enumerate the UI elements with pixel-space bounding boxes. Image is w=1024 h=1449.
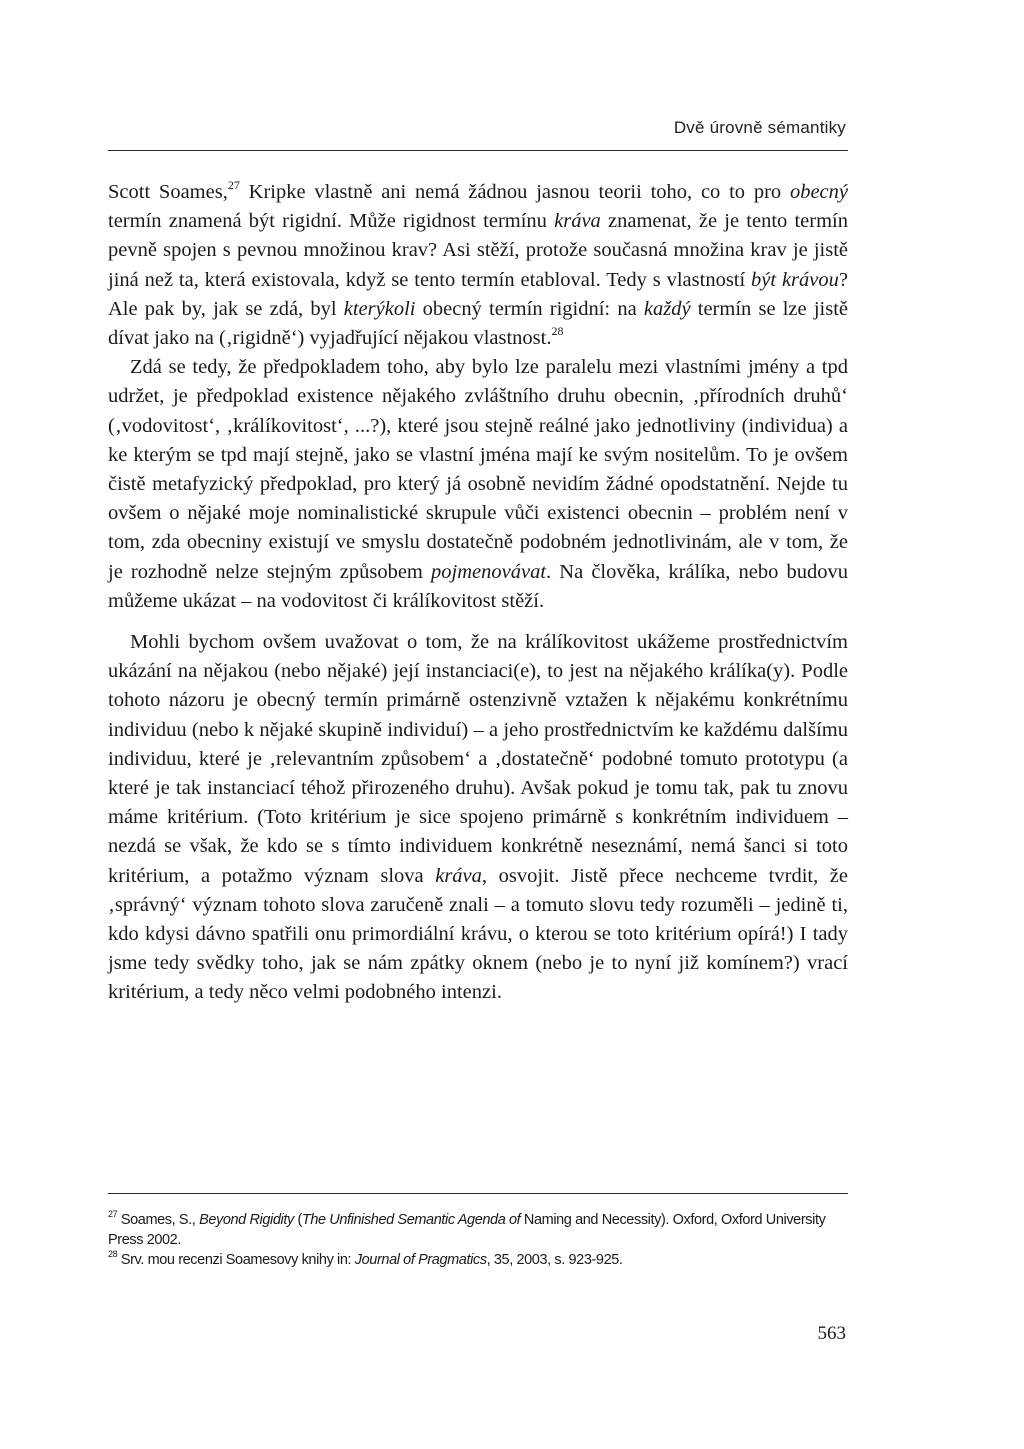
footnote-28 — [108, 1250, 848, 1270]
footnote-rule — [108, 1193, 848, 1194]
emphasis: Journal of Pragmatics — [354, 1252, 487, 1268]
footnotes — [108, 1210, 848, 1270]
paragraph-1 — [108, 178, 848, 353]
text-run: termín se lze jistě dívat jako na (‚rigidně‘) vyjadřující nějakou vlastnost. — [108, 297, 848, 350]
text-run: Naming and Necessity). Oxford, Oxford University Press 2002. — [108, 1212, 826, 1248]
emphasis: pojmenovávat — [431, 560, 547, 583]
footnote-ref-28[interactable]: 28 — [551, 324, 564, 339]
text-run: . Na člověka, králíka, nebo budovu můžeme ukázat – na vodovitost či králíkovitost stěží. — [108, 560, 848, 612]
text-run: Zdá se tedy, že předpokladem toho, aby bylo lze paralelu mezi vlastními jmény a tpd udržet, je předpoklad existence nějakého zvláštního druhu obecnin, ‚přírodních druhů‘ (‚vodovitost‘, ‚králíkovitost‘, ...?), které jsou stejně reálné jako jednotliviny (individua) a ke kterým se tpd mají stejně, jako se vlastní jména mají ke svým nositelům. To je ovšem čistě metafyzický předpoklad, pro který já osobně nevidím žádné opodstatnění. Nejde tu ovšem o nějaké moje nominalistické skrupule vůči existenci obecnin – problém není v tom, zda obecniny existují ve smyslu dostatečně podobném jednotlivinám, ale v tom, že je rozhodně nelze stejným způsobem — [108, 356, 848, 583]
text-run: Scott Soames, — [108, 181, 228, 203]
emphasis: každý — [643, 297, 691, 320]
text-run: termín znamená být rigidní. Může rigidnost termínu — [108, 210, 555, 233]
footnote-number: 28 — [108, 1249, 118, 1259]
text-run: Soames, S., — [117, 1212, 200, 1228]
emphasis: být krávou — [751, 268, 839, 291]
text-run: znamenat, že je tento termín pevně spojen s pevnou množinou krav? Asi stěží, protože současná množina krav je jistě jiná než ta, která existovala, když se tento termín etabloval. Tedy s vlastností — [108, 210, 849, 291]
paragraph-3 — [108, 628, 848, 1008]
footnote-ref-27[interactable]: 27 — [227, 178, 240, 192]
emphasis: Beyond Rigidity — [199, 1212, 294, 1228]
footnote-number: 27 — [108, 1209, 118, 1219]
emphasis: The Unfinished Semantic Agenda of — [301, 1212, 521, 1228]
text-run: , osvojit. Jistě přece nechceme tvrdit, že ‚správný‘ význam tohoto slova zaručeně znali – a tomuto slovu tedy rozuměli – jedině ti, kdo kdysi dávno spatřili onu primordiální krávu, o kterou se toto kritérium opírá!) I tady jsme tedy svědky toho, jak se nám zpátky oknem (nebo je to nyní již komínem?) vrací kritérium, a tedy něco velmi podobného intenzi. — [108, 864, 849, 1004]
header-rule — [108, 150, 848, 151]
text-run: ( — [293, 1212, 302, 1228]
text-run: obecný termín rigidní: na — [415, 297, 644, 320]
text-run: , 35, 2003, s. 923-925. — [486, 1252, 623, 1268]
body-text — [108, 178, 848, 1008]
emphasis: kráva — [435, 864, 482, 887]
emphasis: kterýkoli — [343, 297, 416, 320]
emphasis: obecný — [789, 181, 848, 203]
text-run: Mohli bychom ovšem uvažovat o tom, že na králíkovitost ukážeme prostřednictvím ukázání na nějakou (nebo nějaké) její instanciaci(e), to jest na nějakého králíka(y). Podle tohoto názoru je obecný termín primárně ostenzivně vztažen k nějakému konkrétnímu individuu (nebo k nějaké skupině individuí) – a jeho prostřednictvím ke každému dalšímu individuu, které je ‚relevantním způsobem‘ a ‚dostatečně‘ podobné tomuto prototypu (a které je tak instanciací téhož přirozeného druhu). Avšak pokud je tomu tak, pak tu znovu máme kritérium. (Toto kritérium je sice spojeno primárně s konkrétním individuem – nezdá se však, že kdo se s tímto individuem konkrétně neseznámí, nemá šanci si toto kritérium, a potažmo význam slova — [108, 631, 848, 887]
text-run: ? Ale pak by, jak se zdá, byl — [108, 268, 848, 320]
paragraph-2 — [108, 353, 848, 616]
running-head: Dvě úrovně sémantiky — [673, 118, 846, 137]
page-number: 563 — [817, 1323, 846, 1344]
text-run: Srv. mou recenzi Soamesovy knihy in: — [117, 1252, 355, 1268]
footnote-27 — [108, 1210, 848, 1250]
emphasis: kráva — [554, 210, 601, 233]
text-run: Kripke vlastně ani nemá žádnou jasnou teorii toho, co to pro — [239, 181, 790, 203]
